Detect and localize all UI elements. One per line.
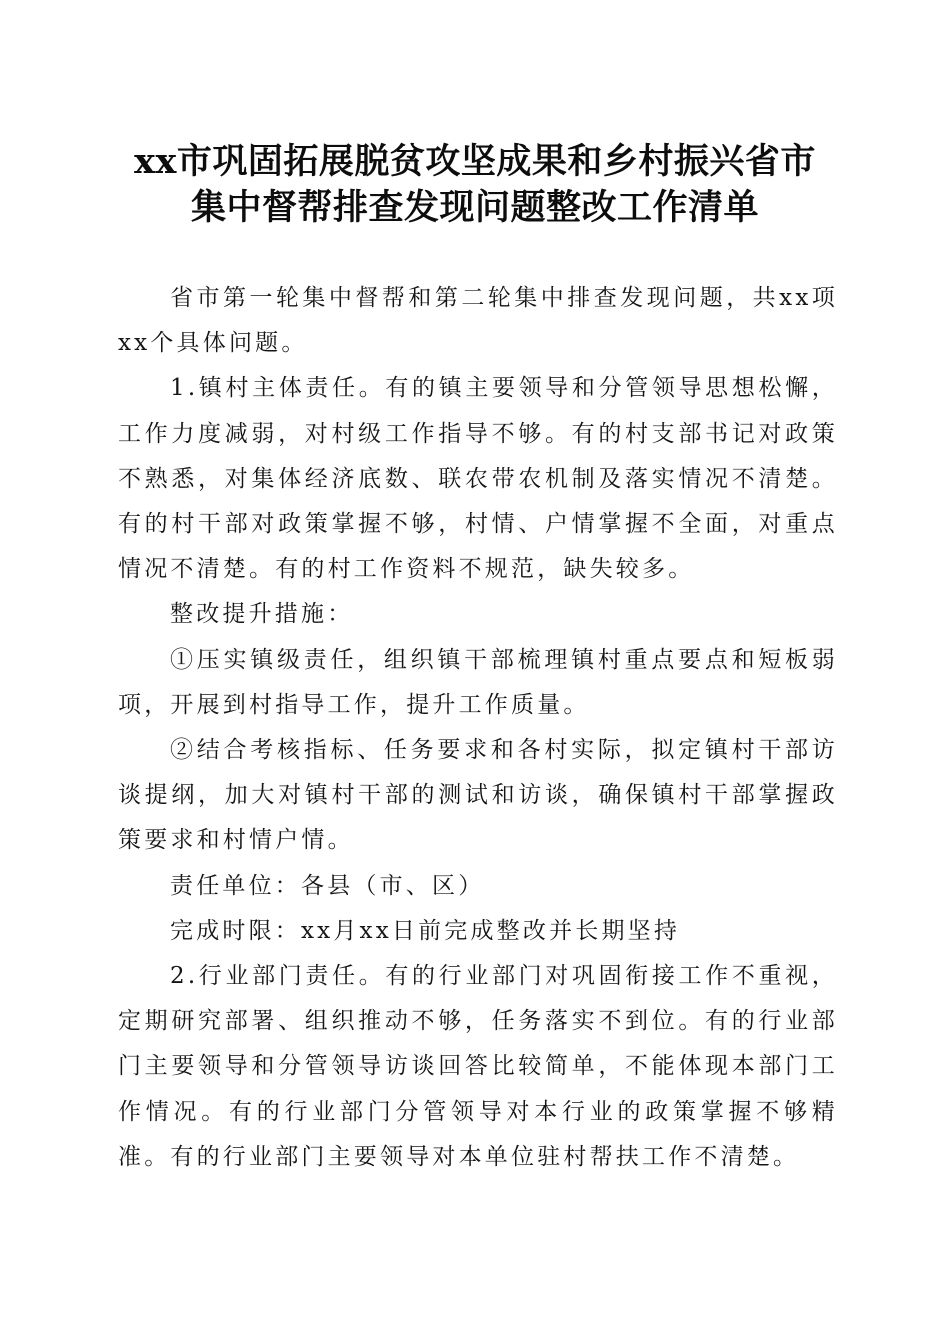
issue-2-paragraph: 2.行业部门责任。有的行业部门对巩固衔接工作不重视，定期研究部署、组织推动不够，任务落实不到位。有的行业部门主要领导和分管领导访谈回答比较简单，不能体现本部门工作情况。有的行业部门分管领导对本行业的政策掌握不够精准。有的行业部门主要领导对本单位驻村帮扶工作不清楚。 xyxy=(118,963,838,1170)
measure-1-paragraph: ①压实镇级责任，组织镇干部梳理镇村重点要点和短板弱项，开展到村指导工作，提升工作质量。 xyxy=(118,646,838,718)
deadline: 完成时限：xx月xx日前完成整改并长期坚持 xyxy=(170,917,681,944)
document-body xyxy=(118,276,838,1180)
measures-heading: 整改提升措施： xyxy=(170,601,354,628)
measure-2-paragraph: ②结合考核指标、任务要求和各村实际，拟定镇村干部访谈提纲，加大对镇村干部的测试和访谈，确保镇村干部掌握政策要求和村情户情。 xyxy=(118,737,838,854)
title-line-2: 集中督帮排查发现问题整改工作清单 xyxy=(190,187,759,228)
intro-paragraph: 省市第一轮集中督帮和第二轮集中排查发现问题，共xx项xx个具体问题。 xyxy=(118,285,838,357)
document-title xyxy=(80,139,870,231)
responsible-unit: 责任单位：各县（市、区） xyxy=(170,872,485,899)
issue-1-paragraph: 1.镇村主体责任。有的镇主要领导和分管领导思想松懈，工作力度减弱，对村级工作指导不够。有的村支部书记对政策不熟悉，对集体经济底数、联农带农机制及落实情况不清楚。有的村干部对政策掌握不够，村情、户情掌握不全面，对重点情况不清楚。有的村工作资料不规范，缺失较多。 xyxy=(118,375,838,583)
title-line-1: xx市巩固拓展脱贫攻坚成果和乡村振兴省市 xyxy=(134,141,816,182)
